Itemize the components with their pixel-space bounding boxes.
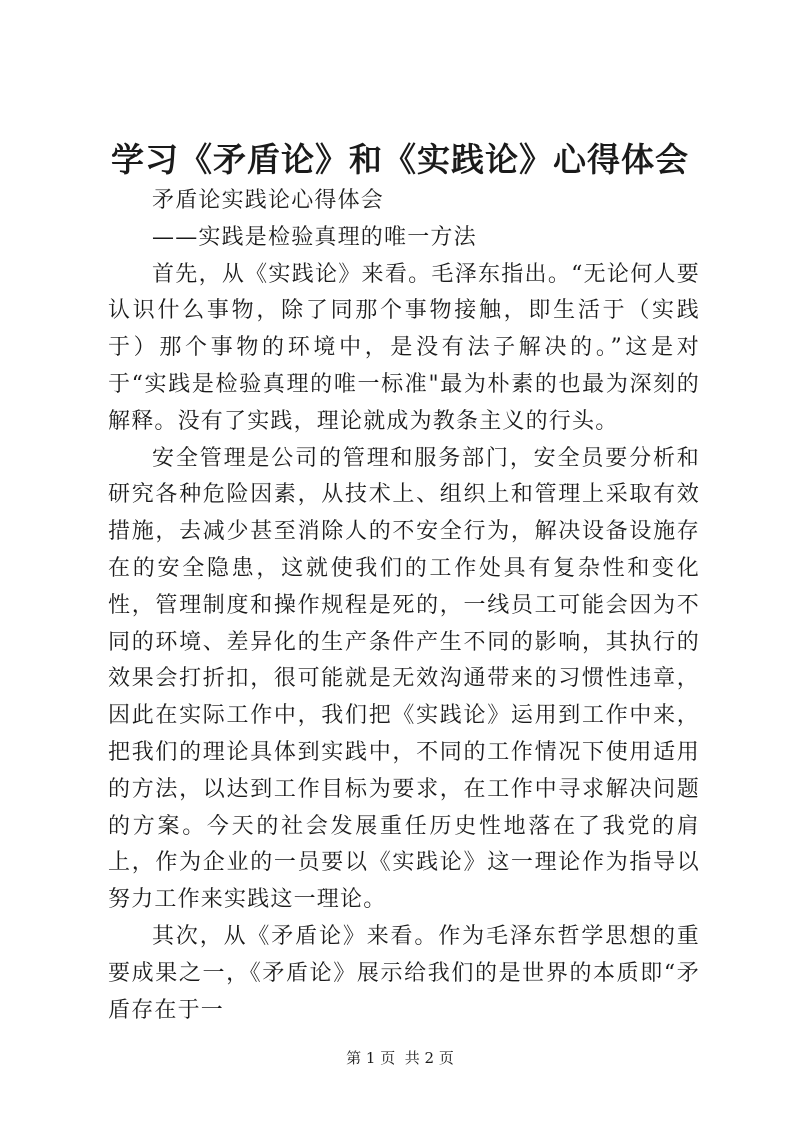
body-paragraph: 安全管理是公司的管理和服务部门，安全员要分析和研究各种危险因素，从技术上、组织上和管理上采取有效措施，去减少甚至消除人的不安全行为，解决设备设施存在的安全隐患，这就使我们的工作处具有复杂性和变化性，管理制度和操作规程是死的，一线员工可能会因为不同的环境、差异化的生产条件产生不同的影响，其执行的效果会打折扣，很可能就是无效沟通带来的习惯性违章，因此在实际工作中，我们把《实践论》运用到工作中来，把我们的理论具体到实践中，不同的工作情况下使用适用的方法，以达到工作目标为要求，在工作中寻求解决问题的方案。今天的社会发展重任历史性地落在了我党的肩上，作为企业的一员要以《实践论》这一理论作为指导以努力工作来实践这一理论。: [108, 445, 700, 913]
subtitle-paragraph: 矛盾论实践论心得体会: [152, 188, 385, 213]
document-title: 学习《矛盾论》和《实践论》心得体会: [111, 140, 689, 179]
body-paragraph: 首先，从《实践论》来看。毛泽东指出。“无论何人要认识什么事物，除了同那个事物接触，即生活于（实践于）那个事物的环境中，是没有法子解决的。”这是对于“实践是检验真理的唯一标准"最为朴素的也最为深刻的解释。没有了实践，理论就成为教条主义的行头。: [108, 261, 700, 434]
page-number-label: 第 1 页 共 2 页: [346, 1049, 454, 1067]
body-paragraph: 其次，从《矛盾论》来看。作为毛泽东哲学思想的重要成果之一，《矛盾论》展示给我们的是世界的本质即“矛盾存在于一: [108, 923, 700, 1023]
page-footer: [0, 1048, 800, 1068]
subtitle-dash-paragraph: ——实践是检验真理的唯一方法: [152, 224, 477, 250]
document-body: [108, 183, 700, 1029]
